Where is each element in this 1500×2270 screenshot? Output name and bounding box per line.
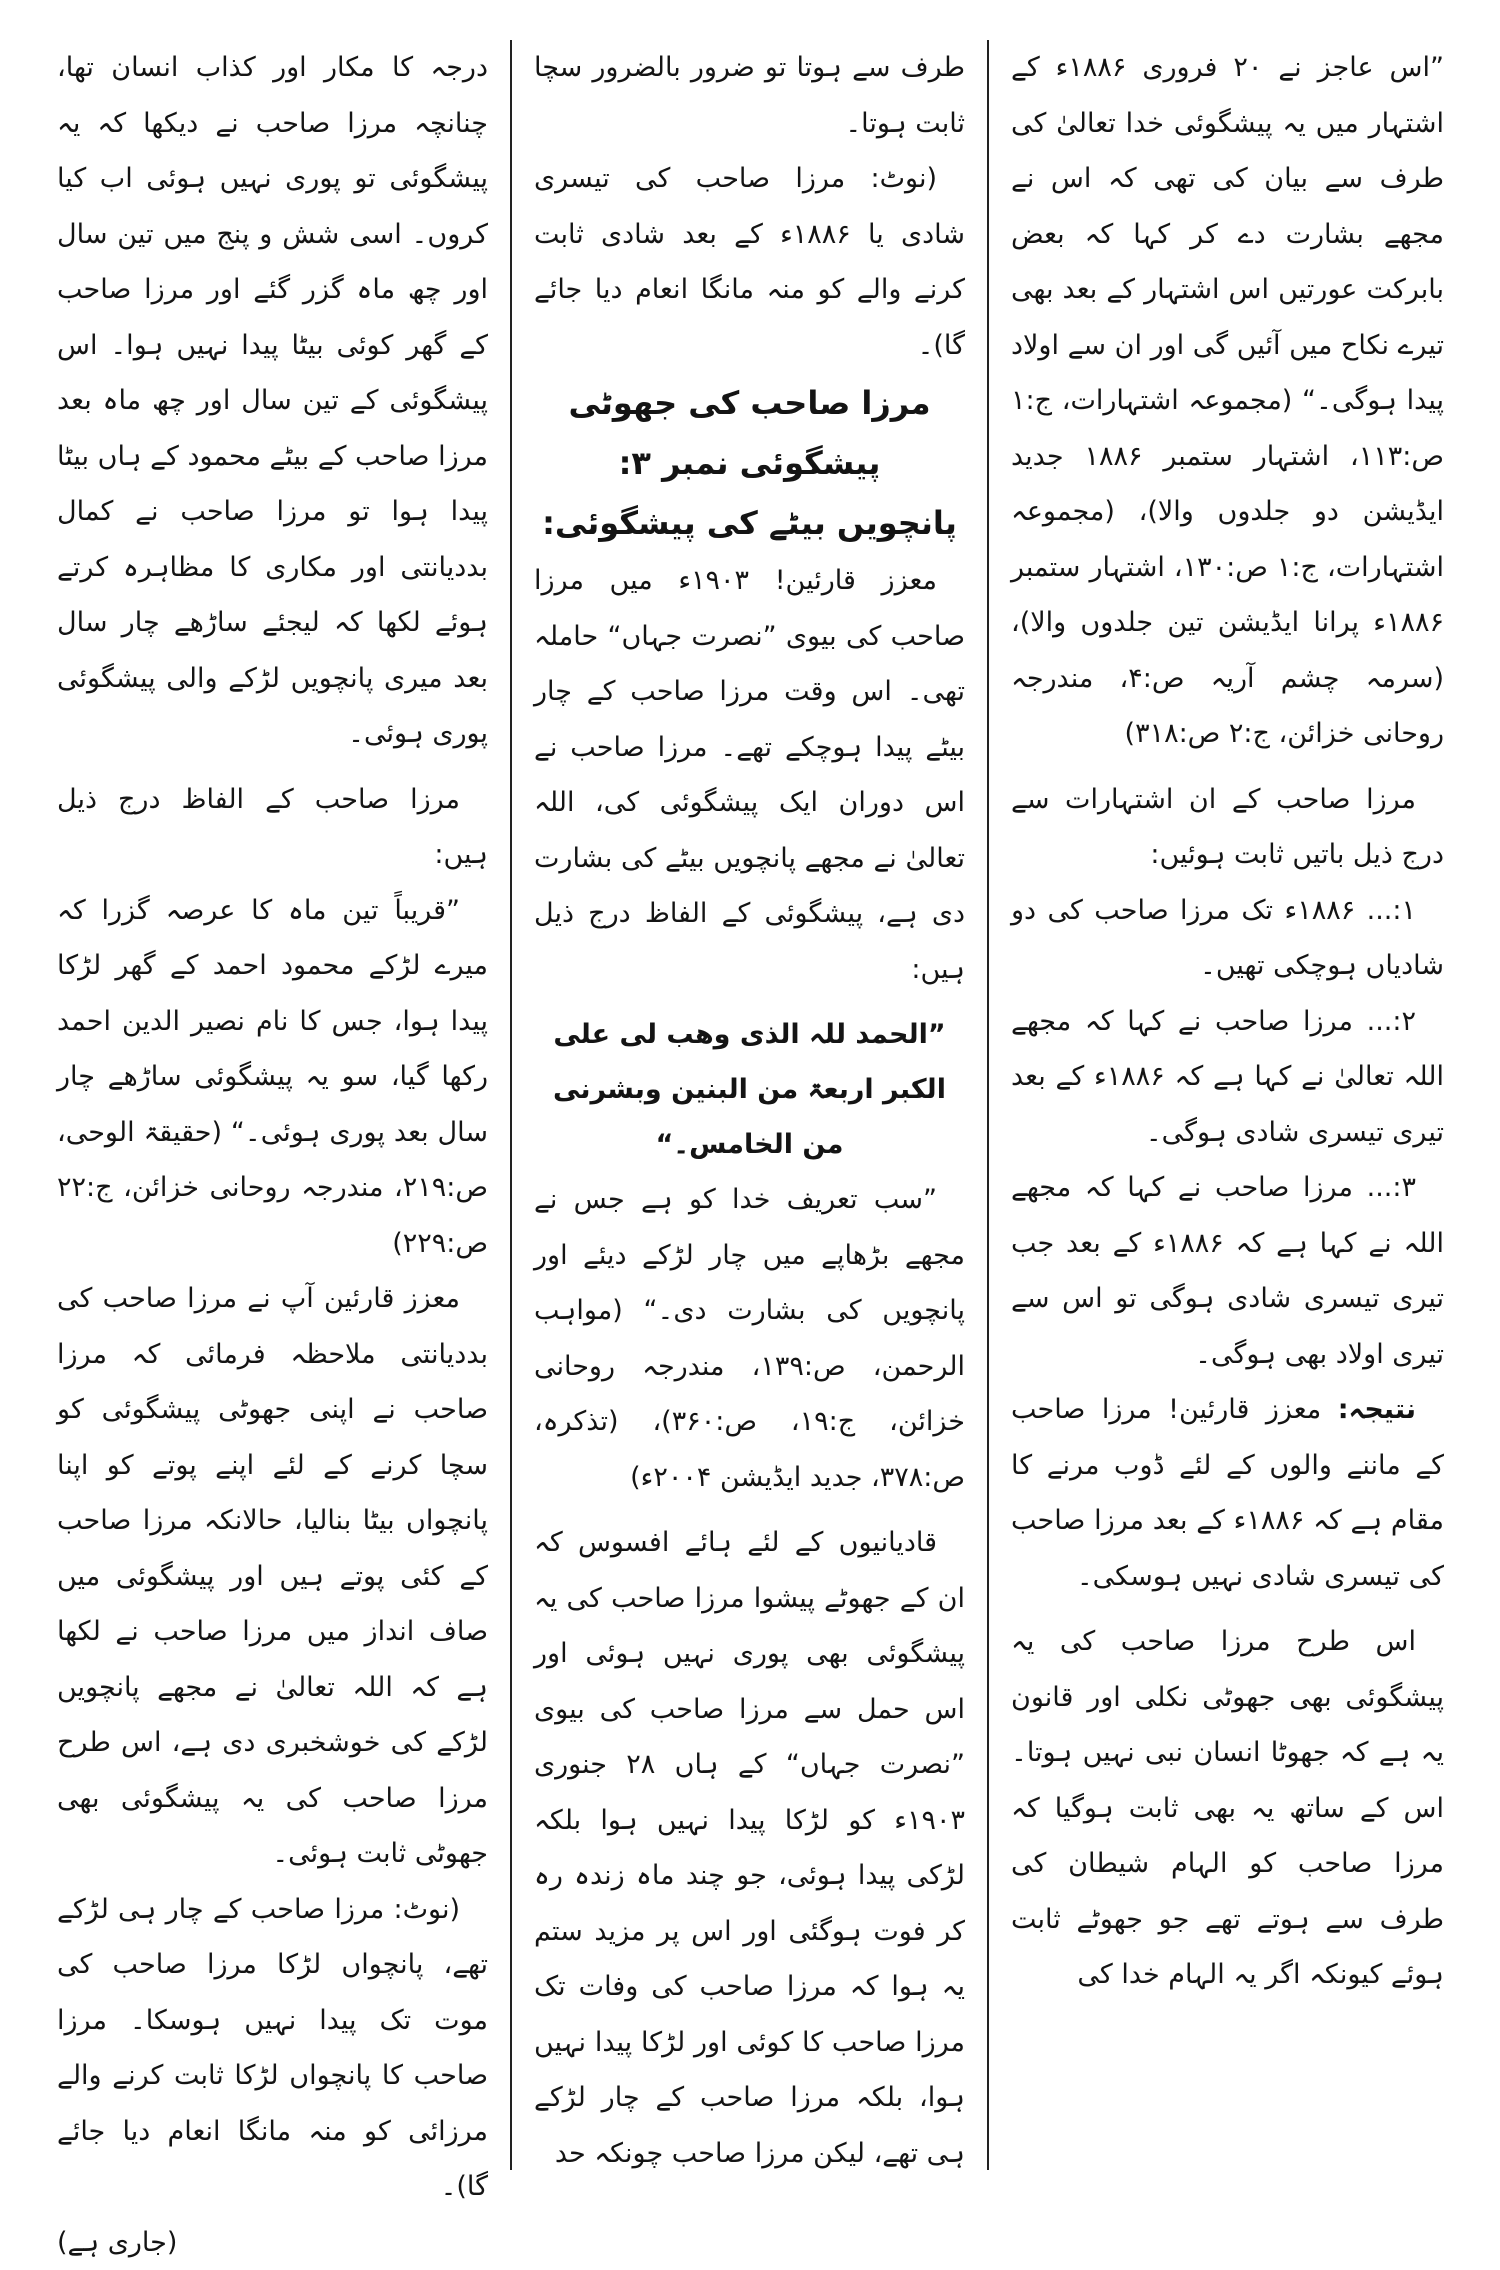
point-2: ۲:... مرزا صاحب نے کہا کہ مجھے اللہ تعالیٰ نے کہا ہے کہ ۱۸۸۶ء کے بعد تیری تیسری شادی ہوگی۔ [1011,994,1444,1161]
note-reward-marriage: (نوٹ: مرزا صاحب کی تیسری شادی یا ۱۸۸۶ء کے بعد شادی ثابت کرنے والے کو منہ مانگا انعام دیا جائے گا)۔ [534,151,965,373]
conclusion-lead: نتیجہ: [1338,1394,1416,1425]
paragraph-deceit: درجہ کا مکار اور کذاب انسان تھا، چنانچہ مرزا صاحب نے دیکھا کہ یہ پیشگوئی تو پوری نہیں ہوئی اب کیا کروں۔ اسی شش و پنج میں تین سال اور چھ ماہ گزر گئے اور مرزا صاحب کے گھر کوئی بیٹا پیدا نہیں ہوا۔ اس پیشگوئی کے تین سال اور چھ ماہ بعد مرزا صاحب کے بیٹے محمود کے ہاں بیٹا پیدا ہوا تو مرزا صاحب نے کمال بددیانتی اور مکاری کا مظاہرہ کرتے ہوئے لکھا کہ لیجئے ساڑھے چار سال بعد میری پانچویں لڑکے والی پیشگوئی پوری ہوئی۔ [57,40,488,762]
arabic-quote: ”الحمد للہ الذی وھب لی علی الکبر اربعۃ من البنین وبشرنی من الخامس۔“ [534,1007,965,1172]
urdu-translation-quote: ”سب تعریف خدا کو ہے جس نے مجھے بڑھاپے میں چار لڑکے دیئے اور پانچویں کی بشارت دی۔“ (مواہب الرحمن، ص:۱۳۹، مندرجہ روحانی خزائن، ج:۱۹، ص:۳۶۰)، (تذکرہ، ص:۳۷۸، جدید ایڈیشن ۲۰۰۴ء) [534,1172,965,1505]
column-middle [512,40,989,2170]
column-left [35,40,512,2170]
paragraph-fifth-son: معزز قارئین! ۱۹۰۳ء میں مرزا صاحب کی بیوی ”نصرت جہاں“ حاملہ تھی۔ اس وقت مرزا صاحب کے چار بیٹے پیدا ہوچکے تھے۔ مرزا صاحب نے اس دوران ایک پیشگوئی کی، اللہ تعالیٰ نے مجھے پانچویں بیٹے کی بشارت دی ہے، پیشگوئی کے الفاظ درج ذیل ہیں: [534,553,965,997]
quote-haqiqat-ul-wahi: ”قریباً تین ماہ کا عرصہ گزرا کہ میرے لڑکے محمود احمد کے گھر لڑکا پیدا ہوا، جس کا نام نصیر الدین احمد رکھا گیا، سو یہ پیشگوئی ساڑھے چار سال بعد پوری ہوئی۔“ (حقیقۃ الوحی، ص:۲۱۹، مندرجہ روحانی خزائن، ج:۲۲ ص:۲۲۹) [57,883,488,1272]
paragraph-daughter-born: قادیانیوں کے لئے ہائے افسوس کہ ان کے جھوٹے پیشوا مرزا صاحب کی یہ پیشگوئی بھی پوری نہیں ہوئی اور اس حمل سے مرزا صاحب کی بیوی ”نصرت جہاں“ کے ہاں ۲۸ جنوری ۱۹۰۳ء کو لڑکا پیدا نہیں ہوا بلکہ لڑکی پیدا ہوئی، جو چند ماہ زندہ رہ کر فوت ہوگئی اور اس پر مزید ستم یہ ہوا کہ مرزا صاحب کی وفات تک مرزا صاحب کا کوئی اور لڑکا پیدا نہیں ہوا، بلکہ مرزا صاحب کے چار لڑکے ہی تھے، لیکن مرزا صاحب چونکہ حد [534,1515,965,2181]
paragraph-findings-intro: مرزا صاحب کے ان اشتہارات سے درج ذیل باتیں ثابت ہوئیں: [1011,772,1444,883]
paragraph-words-intro: مرزا صاحب کے الفاظ درج ذیل ہیں: [57,772,488,883]
column-right [989,40,1466,2170]
note-reward-fifth-son: (نوٹ: مرزا صاحب کے چار ہی لڑکے تھے، پانچواں لڑکا مرزا صاحب کی موت تک پیدا نہیں ہوسکا۔ مرزا صاحب کا پانچواں لڑکا ثابت کرنے والے مرزائی کو منہ مانگا انعام دیا جائے گا)۔ [57,1882,488,2215]
paragraph-grandson: معزز قارئین آپ نے مرزا صاحب کی بددیانتی ملاحظہ فرمائی کہ مرزا صاحب نے اپنی جھوٹی پیشگوئی کو سچا کرنے کے لئے اپنے پوتے کو اپنا پانچواں بیٹا بنالیا، حالانکہ مرزا صاحب کے کئی پوتے ہیں اور پیشگوئی میں صاف انداز میں مرزا صاحب نے لکھا ہے کہ اللہ تعالیٰ نے مجھے پانچویں لڑکے کی خوشخبری دی ہے، اس طرح مرزا صاحب کی یہ پیشگوئی بھی جھوٹی ثابت ہوئی۔ [57,1271,488,1882]
quote-ishtihar: ”اس عاجز نے ۲۰ فروری ۱۸۸۶ء کے اشتہار میں یہ پیشگوئی خدا تعالیٰ کی طرف سے بیان کی تھی کہ اس نے مجھے بشارت دے کر کہا کہ بعض بابرکت عورتیں اس اشتہار کے بعد بھی تیرے نکاح میں آئیں گی اور ان سے اولاد پیدا ہوگی۔“ (مجموعہ اشتہارات، ج:۱ ص:۱۱۳، اشتہار ستمبر ۱۸۸۶ جدید ایڈیشن دو جلدوں والا)، (مجموعہ اشتہارات، ج:۱ ص:۱۳۰، اشتہار ستمبر ۱۸۸۶ء پرانا ایڈیشن تین جلدوں والا)، (سرمہ چشم آریہ ص:۴، مندرجہ روحانی خزائن، ج:۲ ص:۳۱۸) [1011,40,1444,762]
section-subheading: پانچویں بیٹے کی پیشگوئی: [534,493,965,553]
point-1: ۱:... ۱۸۸۶ء تک مرزا صاحب کی دو شادیاں ہوچکی تھیں۔ [1011,883,1444,994]
paragraph-false-prophecy: اس طرح مرزا صاحب کی یہ پیشگوئی بھی جھوٹی نکلی اور قانون یہ ہے کہ جھوٹا انسان نبی نہیں ہوتا۔ اس کے ساتھ یہ بھی ثابت ہوگیا کہ مرزا صاحب کو الہام شیطان کی طرف سے ہوتے تھے جو جھوٹے ثابت ہوئے کیونکہ اگر یہ الہام خدا کی [1011,1614,1444,2003]
paragraph-conclusion [1011,1382,1444,1604]
paragraph-continuation: طرف سے ہوتا تو ضرور بالضرور سچا ثابت ہوتا۔ [534,40,965,151]
conclusion-text: معزز قارئین! مرزا صاحب کے ماننے والوں کے لئے ڈوب مرنے کا مقام ہے کہ ۱۸۸۶ء کے بعد مرزا صاحب کی تیسری شادی نہیں ہوسکی۔ [1011,1394,1444,1592]
point-3: ۳:... مرزا صاحب نے کہا کہ مجھے اللہ نے کہا ہے کہ ۱۸۸۶ء کے بعد جب تیری تیسری شادی ہوگی تو اس سے تیری اولاد بھی ہوگی۔ [1011,1160,1444,1382]
continued-label: (جاری ہے) [57,2215,488,2270]
section-heading: مرزا صاحب کی جھوٹی پیشگوئی نمبر ۳: [534,373,965,493]
